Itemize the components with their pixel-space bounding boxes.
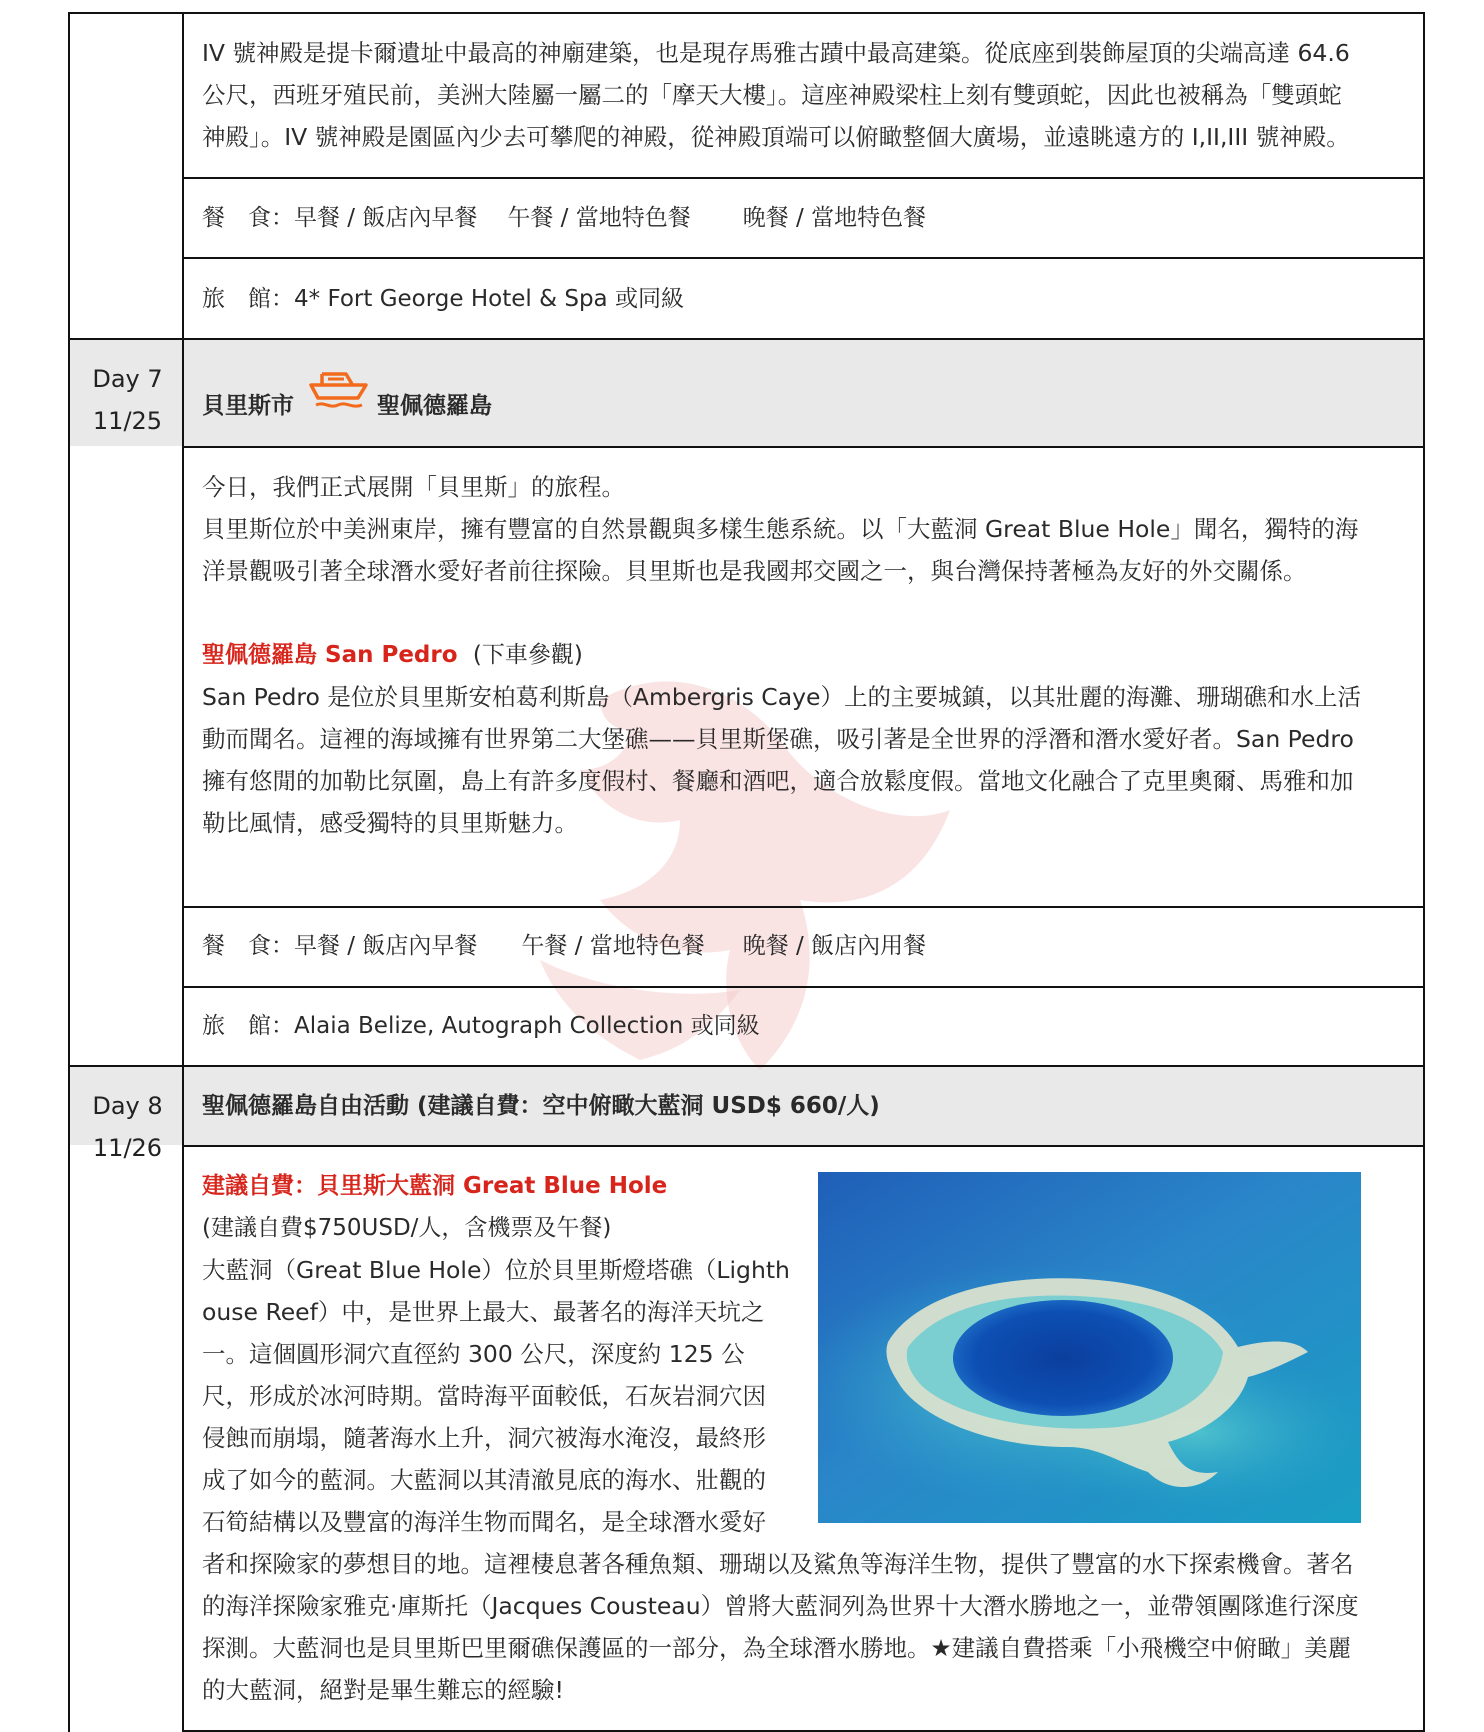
day8-label xyxy=(70,1085,185,1169)
day7-intro xyxy=(202,466,1412,592)
desc-wide-line-3: 探測。大藍洞也是貝里斯巴里爾礁保護區的一部分，為全球潛水勝地。★建議自費搭乘「小飛機空中俯瞰」美麗 xyxy=(202,1634,1352,1662)
day7-meals-row xyxy=(202,925,926,967)
lunch-text: 午餐 / 當地特色餐 xyxy=(521,933,705,959)
boat-icon xyxy=(308,370,370,410)
day6-paragraph xyxy=(202,32,1412,158)
day6-meals-row xyxy=(202,197,926,239)
blue-hole-photo xyxy=(818,1172,1361,1523)
day6-line-3: 神殿」。IV 號神殿是園區內少去可攀爬的神殿，從神殿頂端可以俯瞰整個大廣場，並遠眺遠方的 I,II,III 號神殿。 xyxy=(202,123,1350,151)
optional-price: (建議自費$750USD/人，含機票及午餐) xyxy=(202,1215,612,1241)
day6-hotel-row xyxy=(202,278,684,320)
hotel-name: Alaia Belize, Autograph Collection 或同級 xyxy=(294,1013,760,1039)
desc-narrow-line-4: 尺，形成於冰河時期。當時海平面較低，石灰岩洞穴因 xyxy=(202,1382,766,1410)
day7-spot-desc xyxy=(202,676,1412,844)
day8-header-text: 聖佩德羅島自由活動 (建議自費：空中俯瞰大藍洞 USD$ 660/人) xyxy=(202,1093,880,1119)
day6-line-1: IV 號神殿是提卡爾遺址中最高的神廟建築，也是現存馬雅古蹟中最高建築。從底座到裝飾屋頂的尖端高達 64.6 xyxy=(202,39,1350,67)
day7-date: 11/25 xyxy=(92,407,163,435)
day7-intro-line-3: 洋景觀吸引著全球潛水愛好者前往探險。貝里斯也是我國邦交國之一，與台灣保持著極為友好的外交關係。 xyxy=(202,557,1307,585)
spot-note: (下車參觀) xyxy=(472,642,583,668)
desc-narrow-line-2: ouse Reef）中，是世界上最大、最著名的海洋天坑之 xyxy=(202,1298,765,1326)
desc-wide-line-1: 者和探險家的夢想目的地。這裡棲息著各種魚類、珊瑚以及鯊魚等海洋生物，提供了豐富的水下探索機會。著名 xyxy=(202,1550,1354,1578)
day7-route-to xyxy=(377,385,492,427)
day7-hotel-row xyxy=(202,1005,760,1047)
hotel-label: 旅 館： xyxy=(202,286,294,312)
optional-title: 建議自費：貝里斯大藍洞 Great Blue Hole xyxy=(202,1173,668,1199)
day7-intro-line-1: 今日，我們正式展開「貝里斯」的旅程。 xyxy=(202,473,625,501)
desc-wide-line-2: 的海洋探險家雅克·庫斯托（Jacques Cousteau）曾將大藍洞列為世界十大潛水勝地之一，並帶領團隊進行深度 xyxy=(202,1592,1359,1620)
day7-route xyxy=(202,385,294,427)
optional-price-row xyxy=(202,1207,611,1249)
san-pedro-heading xyxy=(202,634,583,676)
lunch-text: 午餐 / 當地特色餐 xyxy=(507,205,691,231)
spot-desc-line-1: San Pedro 是位於貝里斯安柏葛利斯島（Ambergris Caye）上的主要城鎮，以其壯麗的海灘、珊瑚礁和水上活 xyxy=(202,683,1361,711)
spot-desc-line-3: 擁有悠閒的加勒比氛圍，島上有許多度假村、餐廳和酒吧，適合放鬆度假。當地文化融合了克里奧爾、馬雅和加 xyxy=(202,767,1354,795)
dinner-text: 晚餐 / 當地特色餐 xyxy=(742,205,927,231)
meals-label: 餐 食： xyxy=(202,205,294,231)
day6-line-2: 公尺，西班牙殖民前，美洲大陸屬一屬二的「摩天大樓」。這座神殿梁柱上刻有雙頭蛇，因此也被稱為「雙頭蛇 xyxy=(202,81,1342,109)
day8-date: 11/26 xyxy=(92,1134,163,1162)
day8-header xyxy=(202,1085,880,1127)
day8-day: Day 8 xyxy=(92,1092,163,1120)
desc-narrow-line-6: 成了如今的藍洞。大藍洞以其清澈見底的海水、壯觀的 xyxy=(202,1466,766,1494)
day7-day: Day 7 xyxy=(92,365,163,393)
desc-narrow-line-5: 侵蝕而崩塌，隨著海水上升，洞穴被海水淹沒，最終形 xyxy=(202,1424,766,1452)
spot-desc-line-2: 動而聞名。這裡的海域擁有世界第二大堡礁——貝里斯堡礁，吸引著是全世界的浮潛和潛水愛好者。San Pedro xyxy=(202,725,1354,753)
day7-intro-line-2: 貝里斯位於中美洲東岸，擁有豐富的自然景觀與多樣生態系統。以「大藍洞 Great Blue Hole」聞名，獨特的海 xyxy=(202,515,1359,543)
spot-desc-line-4: 勒比風情，感受獨特的貝里斯魅力。 xyxy=(202,809,578,837)
route-from: 貝里斯市 xyxy=(202,393,294,419)
breakfast-text: 早餐 / 飯店內早餐 xyxy=(294,205,478,231)
desc-narrow-line-1: 大藍洞（Great Blue Hole）位於貝里斯燈塔礁（Lighth xyxy=(202,1256,790,1284)
desc-narrow-line-7: 石筍結構以及豐富的海洋生物而聞名，是全球潛水愛好 xyxy=(202,1508,766,1536)
hotel-name: 4* Fort George Hotel & Spa 或同級 xyxy=(294,286,684,312)
blue-hole-desc-narrow xyxy=(202,1249,802,1543)
dinner-text: 晚餐 / 飯店內用餐 xyxy=(742,933,927,959)
blue-hole-desc-wide xyxy=(202,1543,1412,1711)
meals-label: 餐 食： xyxy=(202,933,294,959)
blue-hole-heading xyxy=(202,1165,667,1207)
route-to: 聖佩德羅島 xyxy=(377,393,492,419)
desc-wide-line-4: 的大藍洞，絕對是畢生難忘的經驗! xyxy=(202,1676,564,1704)
breakfast-text: 早餐 / 飯店內早餐 xyxy=(294,933,478,959)
spot-title: 聖佩德羅島 San Pedro xyxy=(202,642,458,668)
hotel-label: 旅 館： xyxy=(202,1013,294,1039)
day7-label xyxy=(70,358,185,442)
desc-narrow-line-3: 一。這個圓形洞穴直徑約 300 公尺，深度約 125 公 xyxy=(202,1340,745,1368)
